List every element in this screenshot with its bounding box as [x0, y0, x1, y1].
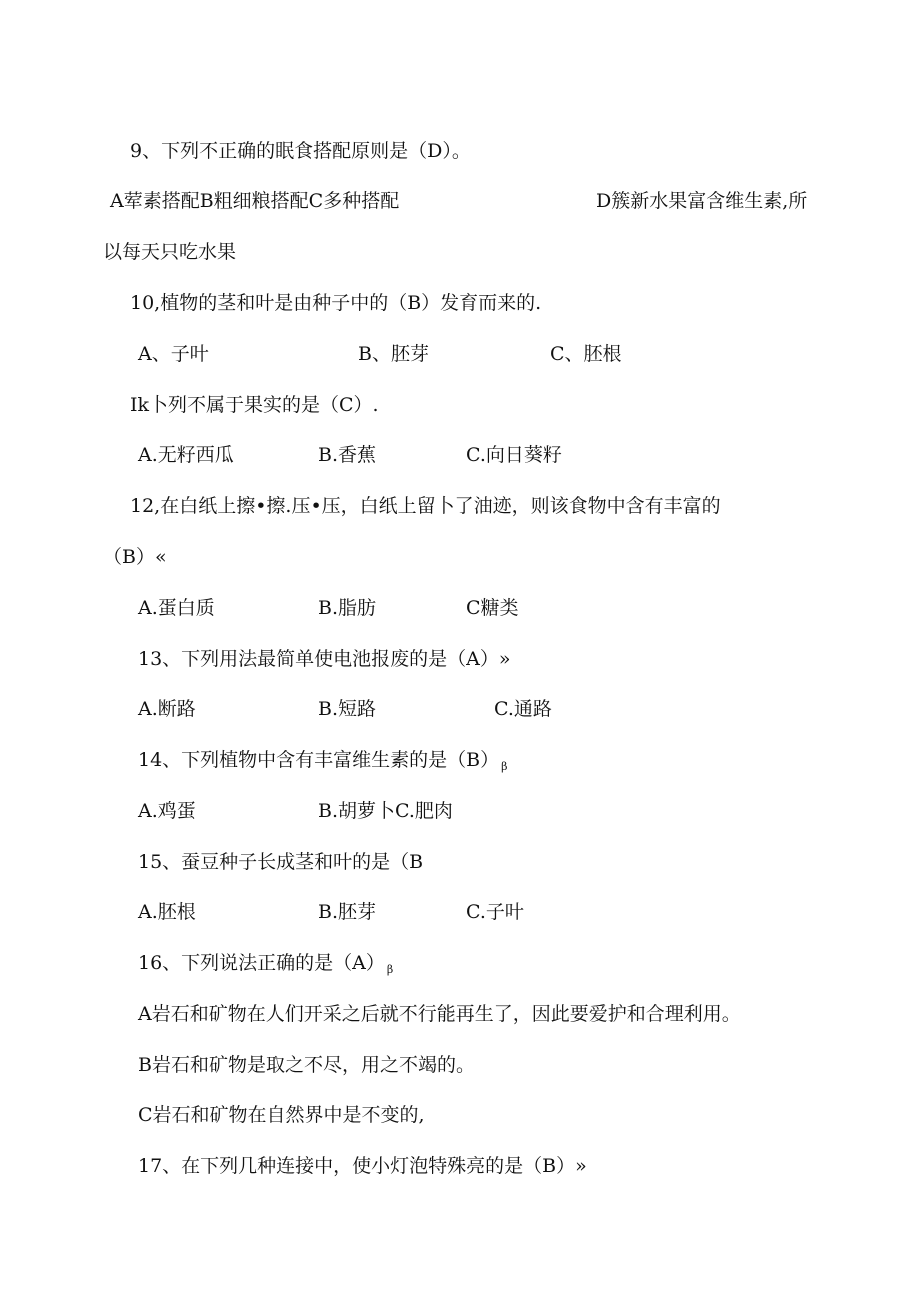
question-16-stem-text: 16、下列说法正确的是（A）: [138, 952, 385, 974]
question-9-options-abc: A荤素搭配B粗细粮搭配C多种搭配: [110, 190, 400, 212]
question-11-stem: Ik卜列不属于果实的是（C）.: [130, 394, 379, 416]
question-12-option-c: C糖类: [466, 597, 519, 619]
question-16-option-a: A岩石和矿物在人们开采之后就不行能再生了，因此要爱护和合理利用。: [138, 1003, 741, 1025]
question-11-option-a: A.无籽西瓜: [138, 444, 234, 466]
question-13-option-a: A.断路: [138, 698, 196, 720]
question-14-stem-text: 14、下列植物中含有丰富维生素的是（B）: [138, 749, 500, 771]
question-12-stem-continued: （B）«: [103, 546, 167, 568]
question-14-stem: [138, 748, 508, 775]
question-12-option-b: B.脂肪: [318, 597, 377, 619]
question-14-option-a: A.鸡蛋: [138, 800, 196, 822]
question-16-option-c: C岩石和矿物在自然界中是不变的,: [138, 1104, 425, 1126]
question-13-option-b: B.短路: [318, 698, 377, 720]
question-12-option-a: A.蛋白质: [138, 597, 215, 619]
question-9-option-d: D簇新水果富含维生素,所: [596, 190, 808, 212]
question-12-stem: 12,在白纸上擦•擦.压•压，白纸上留卜了油迹，则该食物中含有丰富的: [130, 495, 721, 517]
question-9-stem: 9、下列不正确的眠食搭配原则是（D）。: [130, 140, 471, 162]
question-10-option-a: A、子叶: [138, 343, 209, 365]
question-10-option-b: B、胚芽: [358, 343, 429, 365]
question-11-option-c: C.向日葵籽: [466, 444, 562, 466]
question-15-option-b: B.胚芽: [318, 901, 377, 923]
question-13-stem: 13、下列用法最简单使电池报废的是（A）»: [138, 648, 511, 670]
question-13-option-c: C.通路: [494, 698, 552, 720]
question-10-option-c: C、胚根: [550, 343, 622, 365]
question-15-option-a: A.胚根: [138, 901, 196, 923]
question-17-stem: 17、在下列几种连接中，使小灯泡特殊亮的是（B）»: [138, 1155, 587, 1177]
question-15-option-c: C.子叶: [466, 901, 524, 923]
question-14-stem-mark: β: [501, 760, 508, 773]
question-15-stem: 15、蚕豆种子长成茎和叶的是（B: [138, 851, 424, 873]
question-16-stem: [138, 951, 393, 978]
question-10-stem: 10,植物的茎和叶是由种子中的（B）发育而来的.: [130, 292, 542, 314]
question-14-option-bc: B.胡萝卜C.肥肉: [318, 800, 453, 822]
question-11-option-b: B.香蕉: [318, 444, 377, 466]
question-16-option-b: B岩石和矿物是取之不尽，用之不竭的。: [138, 1054, 475, 1076]
question-16-stem-mark: β: [386, 963, 394, 976]
question-9-option-d-continued: 以每天只吃水果: [103, 241, 237, 263]
